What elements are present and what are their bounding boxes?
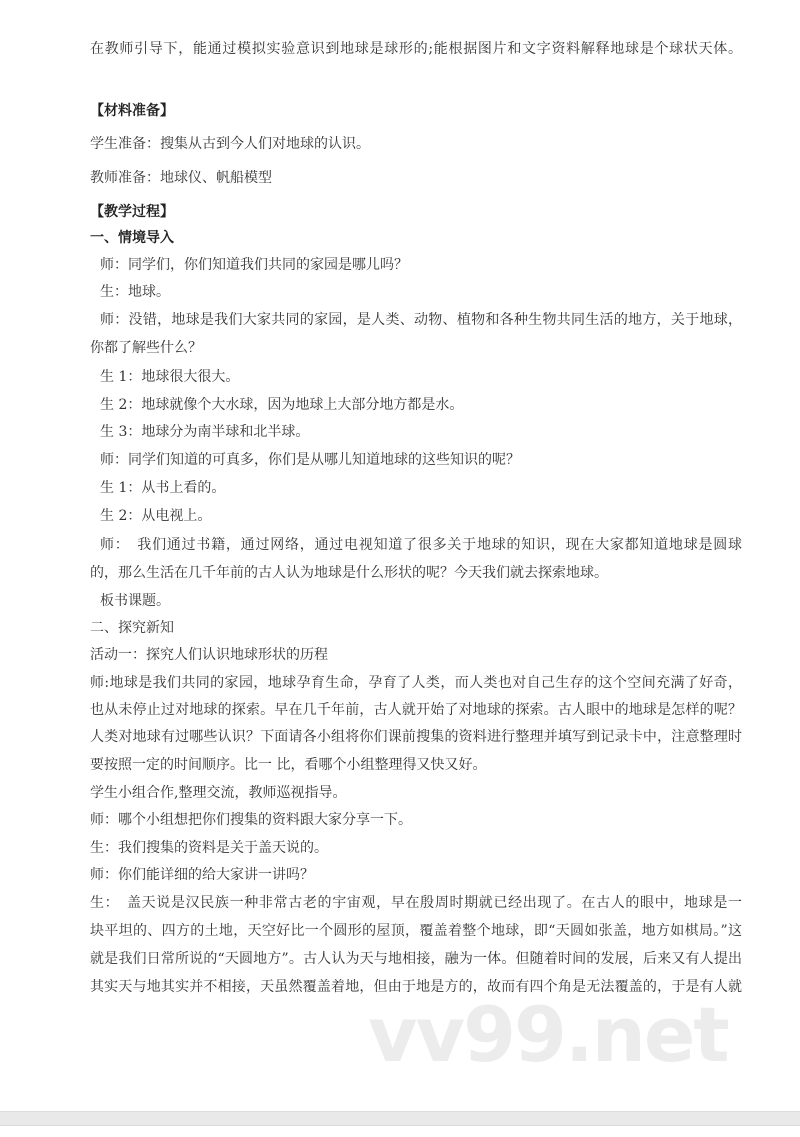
dialogue-line: 师：你们能详细的给大家讲一讲吗？ (90, 867, 314, 883)
dialogue-line: 的，那么生活在几千年前的古人认为地球是什么形状的呢？今天我们就去探索地球。 (90, 565, 608, 581)
paragraph: 其实天与地其实并不相接，天虽然覆盖着地，但由于地是方的，故而有四个角是无法覆盖的，于是有人就 (90, 979, 742, 995)
dialogue-line: 师： 我们通过书籍，通过网络，通过电视知道了很多关于地球的知识，现在大家都知道地球是圆球 (100, 537, 742, 553)
subheading-explore: 二、探究新知 (90, 620, 174, 636)
dialogue-line: 生 1：从书上看的。 (100, 480, 226, 496)
paragraph: 学生小组合作,整理交流，教师巡视指导。 (90, 785, 347, 801)
watermark-logo: vv99.net (368, 990, 728, 1079)
paragraph: 就是我们日常所说的“天圆地方”。古人认为天与地相接，融为一体。但随着时间的发展，后来又有人提出 (90, 951, 742, 967)
subheading-intro: 一、情境导入 (90, 230, 174, 246)
paragraph: 师:地球是我们共同的家园，地球孕育生命，孕育了人类，而人类也对自己生存的这个空间充满了好奇， (90, 675, 742, 691)
paragraph: 学生准备：搜集从古到今人们对地球的认识。 (90, 136, 370, 152)
objective-text: 在教师引导下，能通过模拟实验意识到地球是球形的;能根据图片和文字资料解释地球是个球状天体。 (90, 41, 742, 57)
paragraph: 教师准备：地球仪、帆船模型 (90, 170, 272, 186)
dialogue-line: 师：哪个小组想把你们搜集的资料跟大家分享一下。 (90, 812, 412, 828)
dialogue-line: 生 2：从电视上。 (100, 508, 212, 524)
dialogue-line: 你都了解些什么？ (90, 340, 202, 356)
dialogue-line: 生 1：地球很大很大。 (100, 369, 240, 385)
paragraph: 人类对地球有过哪些认识？下面请各小组将你们课前搜集的资料进行整理并填写到记录卡中，注意整理时 (90, 729, 742, 745)
page-divider (0, 1111, 800, 1126)
dialogue-line: 生：我们搜集的资料是关于盖天说的。 (90, 840, 328, 856)
dialogue-line: 师：同学们知道的可真多，你们是从哪儿知道地球的这些知识的呢？ (100, 452, 520, 468)
paragraph: 要按照一定的时间顺序。比一 比，看哪个小组整理得又快又好。 (90, 757, 487, 773)
dialogue-line: 师：没错，地球是我们大家共同的家园，是人类、动物、植物和各种生物共同生活的地方，关于地球， (100, 312, 742, 328)
dialogue-line: 生 2：地球就像个大水球，因为地球上大部分地方都是水。 (100, 397, 464, 413)
paragraph: 块平坦的、四方的土地，天空好比一个圆形的屋顶，覆盖着整个地球，即“天圆如张盖，地方如棋局。”这 (90, 923, 742, 939)
dialogue-line: 生 3：地球分为南半球和北半球。 (100, 424, 310, 440)
paragraph: 也从未停止过对地球的探索。早在几千年前，古人就开始了对地球的探索。古人眼中的地球是怎样的呢？ (90, 702, 742, 718)
dialogue-line: 师：同学们，你们知道我们共同的家园是哪儿吗？ (100, 257, 408, 273)
activity-title: 活动一：探究人们认识地球形状的历程 (90, 647, 328, 663)
dialogue-line: 生：地球。 (100, 284, 170, 300)
section-heading-process: 【教学过程】 (90, 204, 174, 220)
section-heading-materials: 【材料准备】 (90, 103, 174, 119)
paragraph: 生： 盖天说是汉民族一种非常古老的宇宙观，早在殷周时期就已经出现了。在古人的眼中，地球是一 (90, 895, 742, 911)
dialogue-line: 板书课题。 (100, 593, 170, 609)
